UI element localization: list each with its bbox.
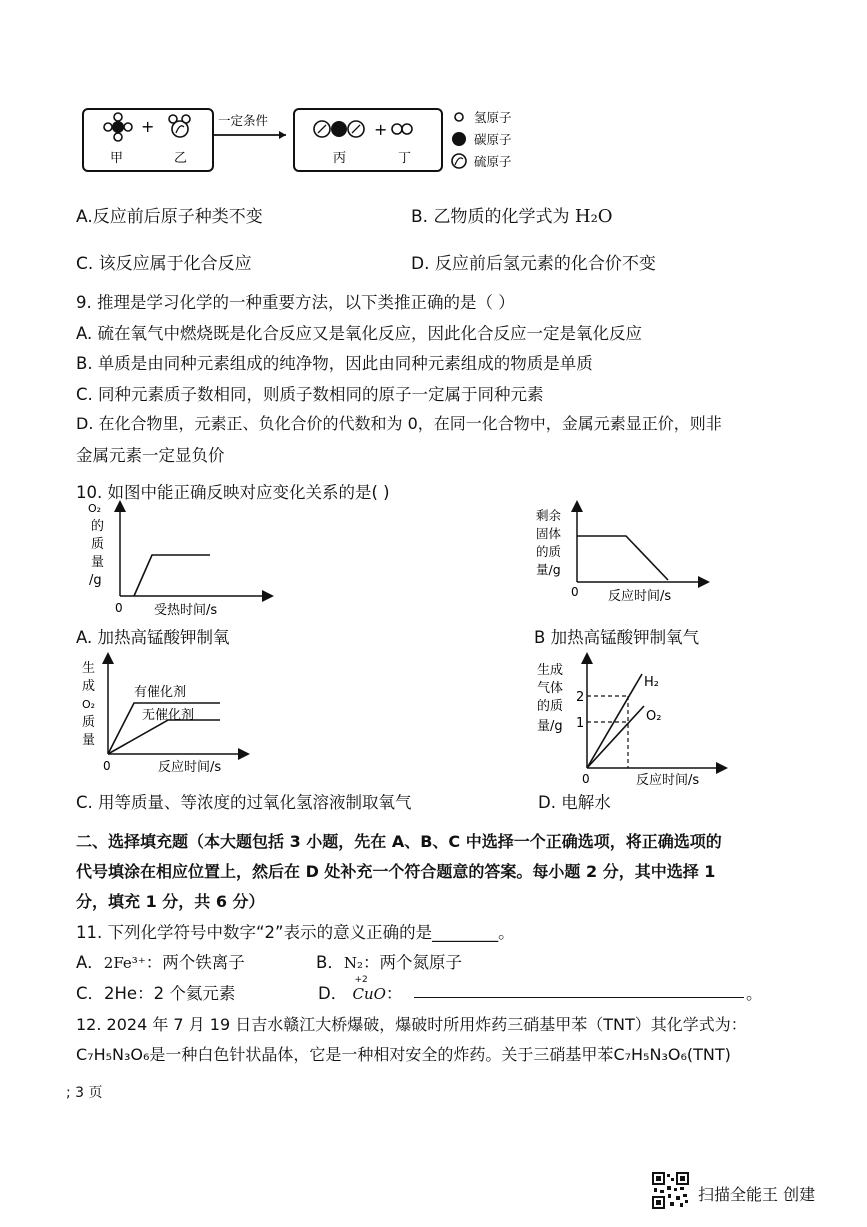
graph-a-ylabel-1: 的 [91,519,105,534]
molecule-ding-icon [392,124,412,134]
graph-a-ylabel-2: 质 [91,537,105,552]
q11-option-c: C．2He：2 个氦元素 [76,984,236,1003]
graph-b-origin: 0 [571,585,579,599]
molecule-yi-icon [169,115,190,137]
molecule-bing-icon [314,121,364,137]
q11-option-d-formula: CuO [352,985,386,1003]
q11-option-a-text: ：两个铁离子 [145,953,245,972]
graph-a-line [134,555,210,596]
hydrogen-atom-icon [455,113,463,121]
graph-c-line-no-catalyst [108,720,220,754]
q11-option-d [318,975,403,1004]
q8-option-b-text: B. 乙物质的化学式为 [411,207,570,227]
graph-c-xlabel: 反应时间/s [158,760,222,775]
q11-option-a-label: A． [76,953,104,972]
graph-c-ylabel-3: 质 [82,715,96,730]
graph-d-line-h2 [587,674,642,768]
carbon-atom-icon [452,132,466,146]
graph-b-ylabel-1: 固体 [536,526,562,541]
q11-option-a-formula: 2Fe³⁺ [103,954,146,972]
arrow-label: 一定条件 [218,113,269,128]
graph-d-xlabel: 反应时间/s [636,773,700,788]
q11-option-d-text: ： [385,984,403,1003]
q9-option-d-line1: D. 在化合物里，元素正、负化合价的代数和为 0，在同一化合物中，金属元素显正价，则非 [76,414,722,433]
graph-d-tick-1: 1 [576,716,585,731]
graph-d-ylabel-0: 生成 [537,663,564,678]
graph-c-ylabel-2: O₂ [82,698,96,711]
q11-option-b-formula: N₂ [343,954,363,972]
svg-text:+: + [141,117,155,136]
q11-option-a [76,949,245,973]
q12-line2 [76,1042,731,1065]
svg-text:+: + [374,120,388,139]
q8-option-c: C. 该反应属于化合反应 [76,254,252,274]
graph-d-line-o2 [587,706,644,768]
q11-option-d-formula-wrap [352,975,386,1003]
graph-a-ylabel-0: O₂ [88,502,102,515]
q12-line1: 12. 2024 年 7 月 19 日吉水赣江大桥爆破，爆破时所用炸药三硝基甲苯（TNT）其化学式为： [76,1015,747,1034]
graph-a-xlabel: 受热时间/s [154,603,218,618]
graph-d-o2-label: O₂ [646,709,662,724]
q8-option-d: D. 反应前后氢元素的化合价不变 [411,254,656,274]
graph-d-h2-label: H₂ [644,675,659,690]
graph-a-ylabel-3: 量 [91,555,105,570]
label-yi: 乙 [174,151,188,166]
graph-c-ylabel-4: 量 [82,733,96,748]
q10-option-c: C. 用等质量、等浓度的过氧化氢溶液制取氧气 [76,793,412,812]
graph-d [532,648,732,788]
graph-b-xlabel: 反应时间/s [608,589,672,604]
graph-a [80,500,280,618]
molecule-jia-icon [104,113,132,141]
legend-sulfur: 硫原子 [474,154,512,169]
graph-b-ylabel-3: 量/g [536,562,561,577]
q9-option-c: C. 同种元素质子数相同，则质子数相同的原子一定属于同种元素 [76,385,544,404]
arrow-head-icon [279,131,286,139]
graph-c-line1-label: 有催化剂 [134,685,187,700]
q11-option-d-sup: +2 [354,975,368,985]
graph-d-tick-2: 2 [576,690,585,705]
graph-d-ylabel-2: 的质 [537,699,564,714]
graph-c-line2-label: 无催化剂 [142,708,195,723]
q12-formula-2: C₇H₅N₃O₆(TNT) [613,1045,731,1064]
graph-b-line [577,536,668,580]
q12-line2-text: 是一种白色针状晶体，它是一种相对安全的炸药。关于三硝基甲苯 [149,1045,614,1064]
section2-line2: 代号填涂在相应位置上，然后在 D 处补充一个符合题意的答案。每小题 2 分，其中选择 1 [76,862,716,881]
label-ding: 丁 [398,151,412,166]
q10-option-d: D. 电解水 [538,793,611,812]
section2-line3: 分，填充 1 分，共 6 分） [76,892,265,911]
q11-option-b-text: ：两个氮原子 [362,953,462,972]
q12-formula-1: C₇H₅N₃O₆ [76,1045,150,1064]
graph-b [532,500,712,605]
q8-option-a: A.反应前后原子种类不变 [76,207,263,227]
scanner-watermark: 扫描全能王 创建 [698,1185,816,1204]
graph-b-ylabel-2: 的质 [536,544,562,559]
legend-hydrogen: 氢原子 [474,110,512,125]
q11-option-d-label: D． [318,984,348,1003]
graph-b-ylabel-0: 剩余 [536,508,562,523]
legend-carbon: 碳原子 [474,132,512,147]
graph-c-ylabel-1: 成 [82,679,96,694]
graph-c-ylabel-0: 生 [82,661,96,676]
graph-c-origin: 0 [103,759,111,773]
graph-d-ylabel-3: 量/g [537,719,563,734]
q11-stem: 11. 下列化学符号中数字“2”表示的意义正确的是________。 [76,923,515,942]
q11-option-b-label: B． [316,953,344,972]
q10-option-a: A. 加热高锰酸钾制氧 [76,628,230,647]
qr-code-icon [652,1172,689,1209]
q11-option-d-end: 。 [746,984,763,1003]
q8-option-b-formula: H₂O [574,206,613,227]
label-jia: 甲 [110,151,124,166]
q10-stem: 10. 如图中能正确反映对应变化关系的是( ) [76,483,390,502]
q9-option-b: B. 单质是由同种元素组成的纯净物，因此由同种元素组成的物质是单质 [76,354,593,373]
q8-option-b [411,202,613,227]
sulfur-atom-icon [452,154,466,168]
q9-option-d-line2: 金属元素一定显负价 [76,446,225,465]
graph-a-ylabel-4: /g [89,573,102,588]
section2-line1: 二、选择填充题（本大题包括 3 小题，先在 A、B、C 中选择一个正确选项，将正确选项的 [76,832,722,851]
q10-option-b: B 加热高锰酸钾制氧气 [534,628,700,647]
graph-c [76,650,256,775]
page-number: ; 3 页 [66,1085,103,1101]
q9-stem: 9. 推理是学习化学的一种重要方法，以下类推正确的是（ ） [76,293,515,312]
graph-d-origin: 0 [582,772,590,786]
q11-answer-blank[interactable] [414,997,744,998]
graph-d-ylabel-1: 气体 [537,681,564,696]
q9-option-a: A. 硫在氧气中燃烧既是化合反应又是氧化反应，因此化合反应一定是氧化反应 [76,324,642,343]
label-bing: 丙 [333,151,347,166]
q11-option-b [316,949,462,973]
molecule-diagram [0,95,560,185]
graph-a-origin: 0 [115,601,123,615]
